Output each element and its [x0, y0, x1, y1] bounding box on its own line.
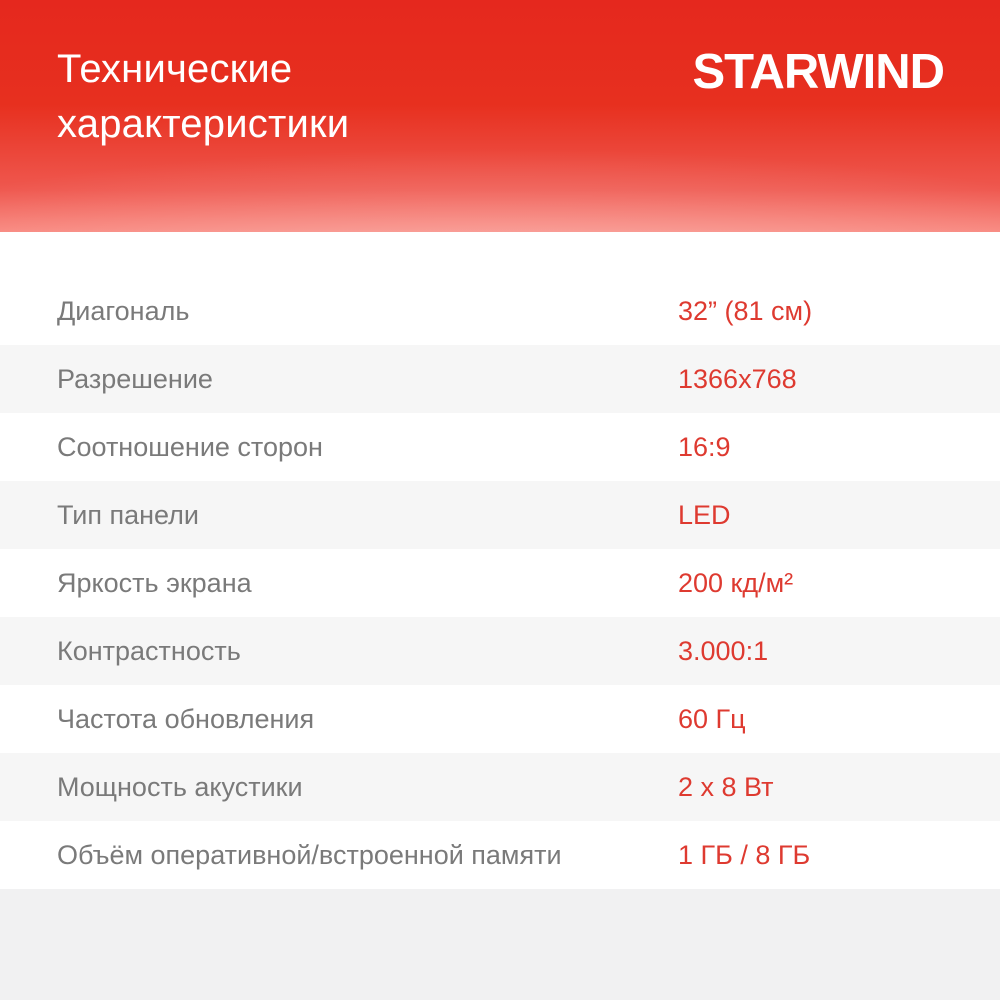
table-row	[0, 345, 1000, 413]
table-row	[0, 685, 1000, 753]
spec-value: 16:9	[678, 431, 731, 462]
table-row	[0, 549, 1000, 617]
brand-logo: STARWIND	[692, 45, 944, 99]
table-row	[0, 753, 1000, 821]
table-row	[0, 821, 1000, 889]
spec-value: 32” (81 см)	[678, 295, 813, 326]
spec-value: 200 кд/м²	[678, 567, 794, 598]
spec-value: 3.000:1	[678, 635, 769, 666]
spec-value: 60 Гц	[678, 703, 746, 734]
spec-label: Разрешение	[57, 363, 213, 394]
spec-label: Мощность акустики	[57, 771, 303, 802]
table-row	[0, 481, 1000, 549]
spec-label: Диагональ	[57, 295, 190, 326]
spec-label: Тип панели	[57, 499, 200, 530]
spec-value: 2 x 8 Вт	[678, 771, 774, 802]
spec-value: LED	[678, 499, 731, 530]
spec-value: 1366x768	[678, 363, 797, 394]
spec-label: Частота обновления	[57, 703, 315, 734]
footer-spacer	[0, 889, 1000, 1000]
spec-label: Контрастность	[57, 635, 241, 666]
table-row	[0, 277, 1000, 345]
page-title: Технические характеристики	[57, 47, 350, 146]
spec-value: 1 ГБ / 8 ГБ	[678, 839, 811, 870]
spec-label: Яркость экрана	[57, 567, 252, 598]
spec-label: Объём оперативной/встроенной памяти	[57, 839, 562, 870]
spec-table	[0, 277, 1000, 889]
table-row	[0, 413, 1000, 481]
table-row	[0, 617, 1000, 685]
header	[0, 0, 1000, 232]
spec-label: Соотношение сторон	[57, 431, 323, 462]
